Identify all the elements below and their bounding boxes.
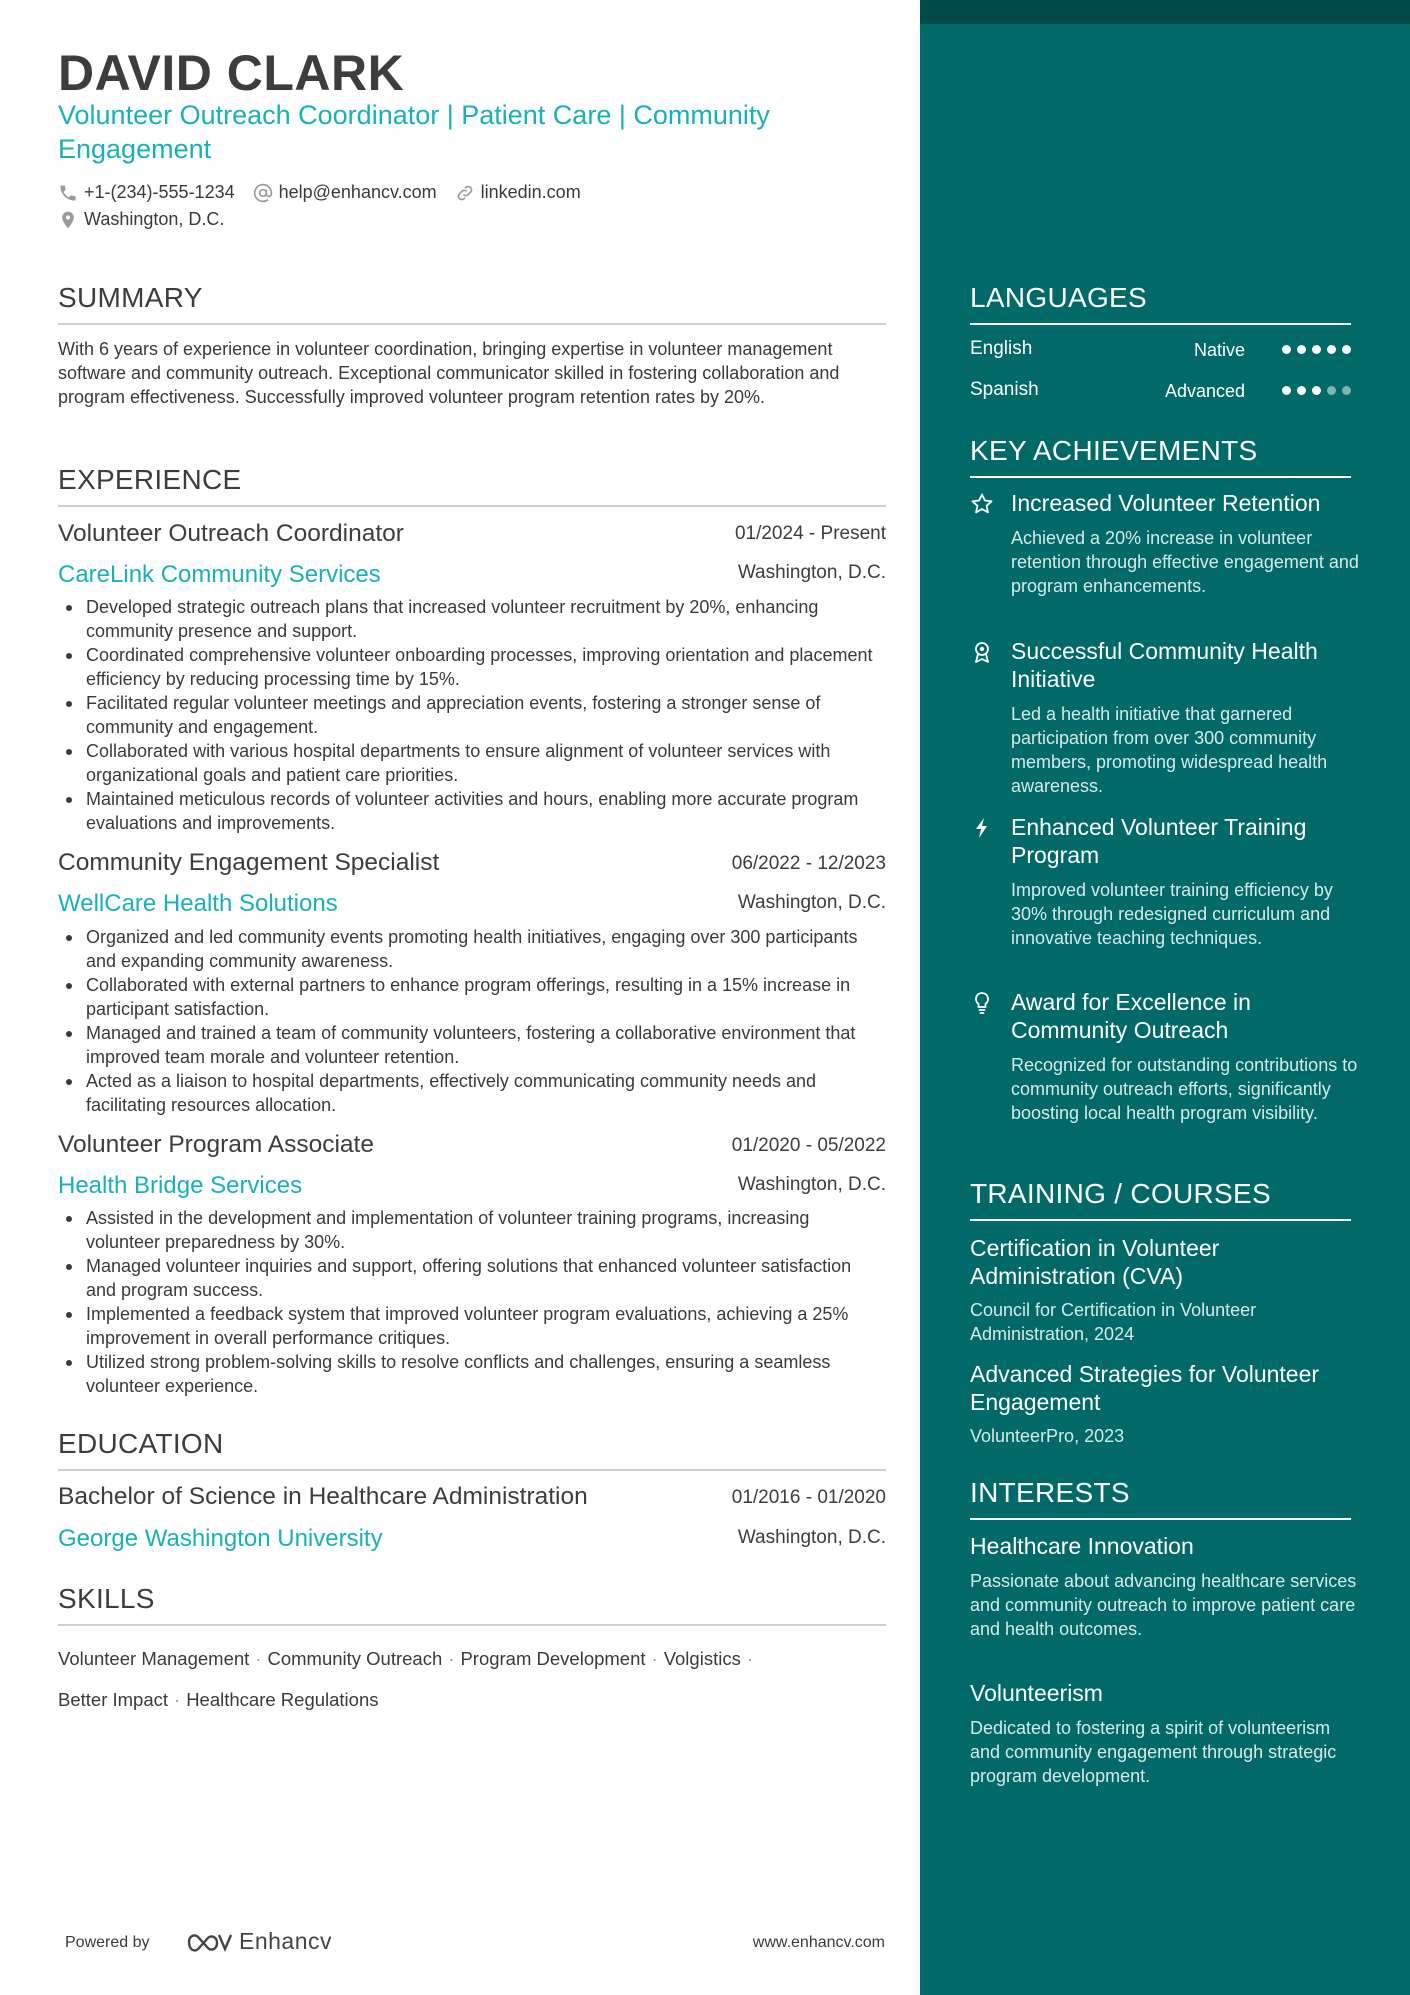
powered-by-label: Powered by (65, 1934, 150, 1951)
job-bullet: Facilitated regular volunteer meetings and appreciation events, fostering a stronger sense of community and engagement. (58, 691, 886, 739)
proficiency-dot (1312, 386, 1321, 395)
job-bullet: Acted as a liaison to hospital departments, effectively communicating community needs and facilitating resources allocation. (58, 1069, 886, 1117)
job-dates: 01/2024 - Present (734, 523, 886, 544)
language-level: Advanced (1164, 381, 1245, 401)
contact-email[interactable] (253, 182, 437, 203)
summary-heading: SUMMARY (58, 282, 886, 325)
lightning-bolt-icon (970, 816, 994, 840)
link-icon (455, 183, 475, 203)
job-title: Volunteer Program Associate (58, 1131, 374, 1158)
contact-row (58, 182, 599, 203)
language-row (970, 338, 1351, 364)
languages-heading: LANGUAGES (970, 282, 1351, 325)
education-dates: 01/2016 - 01/2020 (731, 1487, 886, 1508)
interest-title: Healthcare Innovation (970, 1533, 1194, 1559)
training-title: Certification in Volunteer Administration (CVA) (970, 1235, 1220, 1289)
proficiency-dot (1327, 345, 1336, 354)
language-name: Spanish (970, 379, 1039, 400)
interests-heading: INTERESTS (970, 1477, 1351, 1520)
job-company: CareLink Community Services (58, 561, 381, 588)
proficiency-dot (1312, 345, 1321, 354)
achievement-desc: Improved volunteer training efficiency by 30% through redesigned curriculum and innovative teaching techniques. (1011, 880, 1333, 948)
achievement-desc: Recognized for outstanding contributions to community outreach efforts, significantly boosting local health program visibility. (1011, 1055, 1358, 1123)
job-bullet: Coordinated comprehensive volunteer onboarding processes, improving orientation and placement efficiency by reducing processing time by 15%. (58, 643, 886, 691)
skill-item: Program Development (460, 1648, 646, 1669)
enhancv-logo[interactable] (185, 1928, 332, 1955)
job-bullet: Utilized strong problem-solving skills to resolve conflicts and challenges, ensuring a seamless volunteer experience. (58, 1350, 886, 1398)
job-company: Health Bridge Services (58, 1172, 303, 1199)
proficiency-dot (1342, 386, 1351, 395)
job-title: Volunteer Outreach Coordinator (58, 520, 404, 547)
training-title: Advanced Strategies for Volunteer Engagement (970, 1361, 1320, 1415)
proficiency-dot (1297, 386, 1306, 395)
skills-list: Volunteer Management · Community Outreach · Program Development · Volgistics · Better Impact · Healthcare Regulations (58, 1648, 753, 1710)
language-name: English (970, 338, 1033, 359)
proficiency-dot (1297, 345, 1306, 354)
contact-linkedin[interactable] (455, 182, 581, 203)
skill-item: Healthcare Regulations (186, 1689, 379, 1710)
job-bullets (58, 925, 886, 1117)
enhancv-logo-icon (185, 1929, 233, 1955)
job-bullets (58, 1206, 886, 1398)
training-desc: Council for Certification in Volunteer Administration, 2024 (970, 1300, 1257, 1344)
lightbulb-icon (970, 991, 994, 1015)
job-company: WellCare Health Solutions (58, 890, 338, 917)
experience-heading: EXPERIENCE (58, 464, 886, 507)
job-bullet: Implemented a feedback system that improved volunteer program evaluations, achieving a 25% improvement in overall performance critiques. (58, 1302, 886, 1350)
job-dates: 01/2020 - 05/2022 (731, 1135, 886, 1156)
training-heading: TRAINING / COURSES (970, 1178, 1351, 1221)
skill-item: Community Outreach (267, 1648, 443, 1669)
summary-text: With 6 years of experience in volunteer coordination, bringing expertise in volunteer management software and community outreach. Exceptional communicator skilled in fostering collaboration and program effectiveness. Successfully improved volunteer program retention rates by 20%. (58, 339, 840, 407)
job-title: Community Engagement Specialist (58, 849, 440, 876)
achievement-title: Award for Excellence in Community Outreach (1011, 989, 1251, 1043)
at-sign-icon (253, 183, 273, 203)
website-link[interactable]: www.enhancv.com (752, 1934, 885, 1951)
award-ribbon-icon (970, 640, 994, 664)
phone-text: +1-(234)-555-1234 (84, 182, 235, 202)
contact-row-2 (58, 209, 242, 230)
job-location: Washington, D.C. (737, 892, 886, 913)
skills-heading: SKILLS (58, 1583, 886, 1626)
interest-desc: Passionate about advancing healthcare services and community outreach to improve patient care and health outcomes. (970, 1571, 1357, 1639)
education-school: George Washington University (58, 1525, 383, 1552)
job-bullet: Managed and trained a team of community volunteers, fostering a collaborative environment that improved team morale and volunteer retention. (58, 1021, 886, 1069)
education-location: Washington, D.C. (737, 1527, 886, 1548)
achievement-desc: Led a health initiative that garnered participation from over 300 community members, promoting widespread health awareness. (1011, 704, 1328, 796)
location-text: Washington, D.C. (84, 209, 225, 229)
proficiency-dot (1282, 386, 1291, 395)
job-bullet: Organized and led community events promoting health initiatives, engaging over 300 participants and expanding community awareness. (58, 925, 886, 973)
interest-title: Volunteerism (970, 1680, 1103, 1706)
achievement-desc: Achieved a 20% increase in volunteer retention through effective engagement and program enhancements. (1011, 528, 1359, 596)
candidate-name: DAVID CLARK (58, 45, 405, 101)
job-bullets (58, 595, 886, 835)
language-dots (1276, 345, 1351, 354)
language-dots (1276, 386, 1351, 395)
job-location: Washington, D.C. (737, 562, 886, 583)
skill-item: Better Impact (58, 1689, 169, 1710)
candidate-title: Volunteer Outreach Coordinator | Patient Care | Community Engagement (58, 100, 770, 164)
interest-desc: Dedicated to fostering a spirit of volunteerism and community engagement through strategic program development. (970, 1718, 1337, 1786)
education-heading: EDUCATION (58, 1428, 886, 1471)
achievement-title: Enhanced Volunteer Training Program (1011, 814, 1307, 868)
phone-icon (58, 183, 78, 203)
skill-item: Volgistics (663, 1648, 741, 1669)
contact-phone[interactable] (58, 182, 235, 203)
job-bullet: Collaborated with various hospital departments to ensure alignment of volunteer services with organizational goals and patient care priorities. (58, 739, 886, 787)
linkedin-text: linkedin.com (480, 182, 581, 202)
enhancv-logo-text: Enhancv (239, 1928, 333, 1954)
job-bullet: Assisted in the development and implementation of volunteer training programs, increasing volunteer preparedness by 30%. (58, 1206, 886, 1254)
language-row (970, 379, 1351, 405)
job-bullet: Collaborated with external partners to enhance program offerings, resulting in a 15% increase in participant satisfaction. (58, 973, 886, 1021)
proficiency-dot (1282, 345, 1291, 354)
star-icon (970, 492, 994, 516)
footer (65, 1928, 885, 1960)
job-bullet: Developed strategic outreach plans that increased volunteer recruitment by 20%, enhancing community presence and support. (58, 595, 886, 643)
skill-item: Volunteer Management (58, 1648, 250, 1669)
job-dates: 06/2022 - 12/2023 (731, 853, 886, 874)
sidebar (920, 0, 1410, 1995)
achievements-heading: KEY ACHIEVEMENTS (970, 435, 1351, 478)
training-desc: VolunteerPro, 2023 (970, 1426, 1125, 1446)
proficiency-dot (1342, 345, 1351, 354)
achievement-title: Increased Volunteer Retention (1011, 490, 1321, 516)
contact-location (58, 209, 224, 230)
education-degree: Bachelor of Science in Healthcare Administration (58, 1483, 588, 1510)
job-bullet: Maintained meticulous records of volunteer activities and hours, enabling more accurate program evaluations and improvements. (58, 787, 886, 835)
job-location: Washington, D.C. (737, 1174, 886, 1195)
achievement-title: Successful Community Health Initiative (1011, 638, 1318, 692)
proficiency-dot (1327, 386, 1336, 395)
language-level: Native (1193, 340, 1245, 360)
job-bullet: Managed volunteer inquiries and support, offering solutions that enhanced volunteer satisfaction and program success. (58, 1254, 886, 1302)
email-text: help@enhancv.com (278, 182, 437, 202)
sidebar-top-bar (920, 0, 1410, 24)
location-pin-icon (58, 210, 78, 230)
